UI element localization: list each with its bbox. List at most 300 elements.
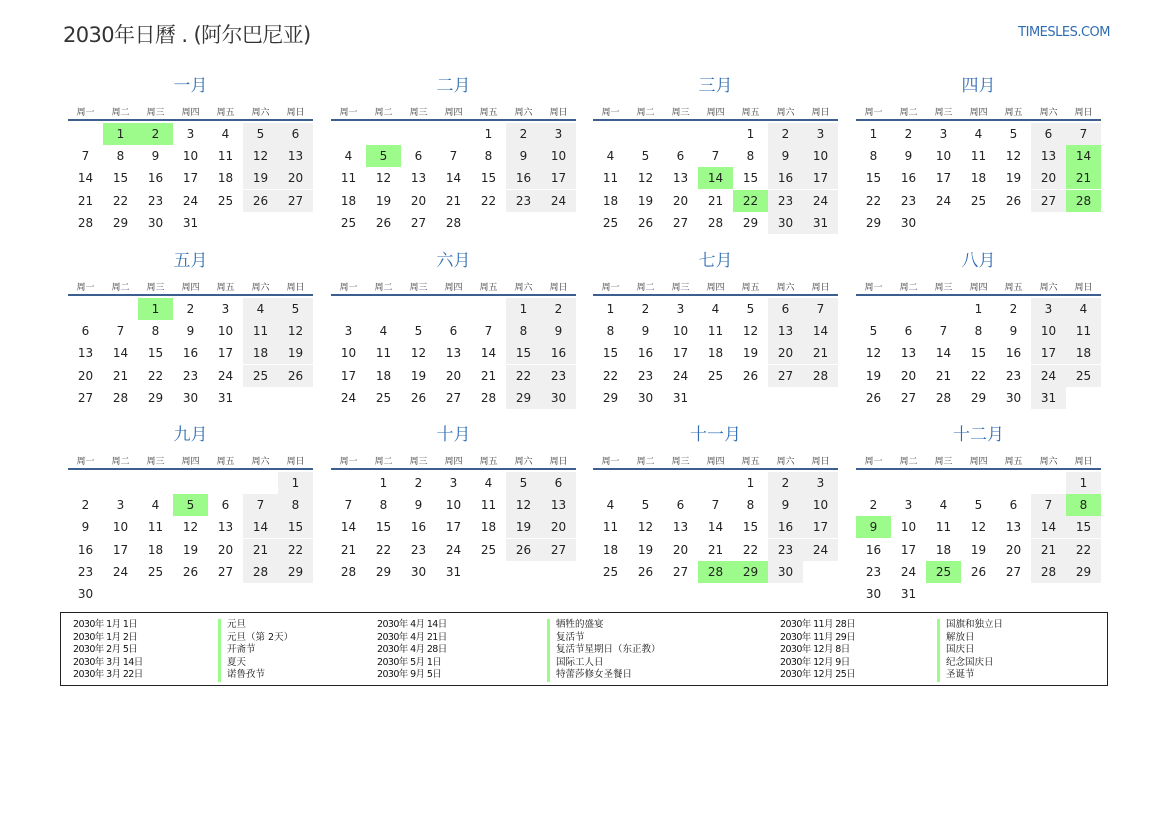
day-cell: 15 — [375, 520, 392, 535]
weekday-label: 周一 — [864, 457, 883, 467]
weekday-label: 周三 — [409, 457, 428, 467]
day-cell: 19 — [182, 542, 199, 557]
day-cell: 1 — [746, 476, 755, 490]
weekday-label: 周五 — [741, 108, 760, 118]
day-cell: 6 — [768, 298, 803, 320]
day-cell: 15 — [742, 171, 759, 186]
day-cell: 20 — [410, 193, 427, 208]
day-cell: 27 — [1005, 564, 1022, 579]
day-cell: 23 — [637, 368, 654, 383]
day-cell: 28 — [480, 390, 497, 405]
day-cell: 10 — [935, 149, 952, 164]
day-cell: 4 — [606, 149, 615, 164]
day-cell: 10 — [900, 520, 917, 535]
day-cell: 21 — [77, 193, 94, 208]
weekday-label: 周六 — [251, 457, 270, 467]
day-cell: 12 — [970, 520, 987, 535]
weekday-label: 周四 — [969, 283, 988, 293]
day-cell: 12 — [243, 145, 278, 167]
day-cell: 22 — [865, 193, 882, 208]
day-cell: 23 — [900, 193, 917, 208]
weekday-label: 周一 — [864, 283, 883, 293]
weekday-label: 周四 — [181, 108, 200, 118]
day-cell: 12 — [506, 494, 541, 516]
day-cell: 22 — [742, 542, 759, 557]
day-cell: 7 — [1066, 123, 1101, 145]
holiday-name: 国庆日 — [937, 644, 1003, 657]
day-cell: 1 — [606, 302, 615, 316]
day-cell: 24 — [803, 539, 838, 561]
day-cell: 14 — [803, 320, 838, 342]
month-name: 十月 — [436, 425, 471, 445]
header-rule — [68, 294, 313, 296]
day-cell: 17 — [541, 167, 576, 189]
day-cell: 21 — [935, 368, 952, 383]
day-cell: 13 — [900, 346, 917, 361]
day-cell: 29 — [865, 215, 882, 230]
day-cell: 26 — [742, 368, 759, 383]
month-name: 三月 — [698, 76, 733, 96]
weekday-label: 周五 — [1004, 283, 1023, 293]
holiday-name: 特蕾莎修女圣餐日 — [547, 669, 661, 682]
day-cell: 12 — [375, 171, 392, 186]
weekday-label: 周二 — [374, 283, 393, 293]
day-cell: 9 — [904, 149, 913, 164]
day-cell: 16 — [77, 542, 94, 557]
month-block — [856, 75, 1101, 245]
day-cell: 24 — [112, 564, 129, 579]
day-cell: 26 — [278, 365, 313, 387]
day-cell: 8 — [379, 498, 388, 513]
day-cell: 17 — [217, 346, 234, 361]
day-cell: 4 — [379, 324, 388, 339]
month-name: 四月 — [961, 76, 996, 96]
holiday-name: 圣诞节 — [937, 669, 1003, 682]
month-block — [331, 250, 576, 420]
day-cell: 20 — [278, 167, 313, 189]
day-cell: 15 — [742, 520, 759, 535]
day-cell: 19 — [970, 542, 987, 557]
day-cell: 30 — [410, 564, 427, 579]
weekday-label: 周四 — [181, 457, 200, 467]
day-cell: 16 — [410, 520, 427, 535]
month-name: 十一月 — [690, 425, 741, 445]
day-cell: 3 — [904, 498, 913, 513]
day-cell: 31 — [445, 564, 462, 579]
day-cell: 4 — [1066, 298, 1101, 320]
day-cell: 17 — [935, 171, 952, 186]
day-cell: 1 — [869, 127, 878, 141]
holiday-day-cell: 9 — [856, 516, 891, 538]
day-cell: 15 — [602, 346, 619, 361]
day-cell: 20 — [768, 342, 803, 364]
holiday-day-cell: 5 — [173, 494, 208, 516]
day-cell: 19 — [410, 368, 427, 383]
day-cell: 14 — [1031, 516, 1066, 538]
weekday-label: 周五 — [216, 457, 235, 467]
day-cell: 7 — [939, 324, 948, 339]
weekday-label: 周四 — [706, 108, 725, 118]
day-cell: 7 — [711, 498, 720, 513]
holiday-name: 元旦 — [218, 619, 293, 632]
day-cell: 11 — [375, 346, 392, 361]
day-cell: 3 — [186, 127, 195, 141]
weekday-label: 周二 — [636, 108, 655, 118]
day-cell: 30 — [637, 390, 654, 405]
day-cell: 17 — [1031, 342, 1066, 364]
day-cell: 11 — [1066, 320, 1101, 342]
month-block — [68, 424, 313, 601]
weekday-label: 周二 — [111, 283, 130, 293]
day-cell: 13 — [278, 145, 313, 167]
day-cell: 16 — [147, 171, 164, 186]
day-cell: 1 — [1066, 472, 1101, 494]
day-cell: 21 — [112, 368, 129, 383]
day-cell: 9 — [768, 145, 803, 167]
day-cell: 25 — [1066, 365, 1101, 387]
legend-dates-column — [73, 619, 143, 682]
day-cell: 16 — [1005, 346, 1022, 361]
day-cell: 9 — [1009, 324, 1018, 339]
day-cell: 24 — [1031, 365, 1066, 387]
weekday-label: 周日 — [549, 283, 568, 293]
holiday-date: 2030年 12月 9日 — [780, 656, 850, 668]
weekday-label: 周五 — [741, 457, 760, 467]
day-cell: 27 — [278, 190, 313, 212]
legend-names-column — [547, 619, 661, 682]
holiday-date: 2030年 12月 8日 — [780, 644, 850, 655]
day-cell: 19 — [278, 342, 313, 364]
holiday-date: 2030年 3月 22日 — [73, 669, 143, 680]
day-cell: 18 — [375, 368, 392, 383]
day-cell: 6 — [278, 123, 313, 145]
weekday-label: 周二 — [899, 457, 918, 467]
day-cell: 25 — [147, 564, 164, 579]
day-cell: 27 — [900, 390, 917, 405]
day-cell: 23 — [541, 365, 576, 387]
day-cell: 22 — [480, 193, 497, 208]
weekday-label: 周日 — [1074, 457, 1093, 467]
day-cell: 2 — [768, 472, 803, 494]
day-cell: 24 — [445, 542, 462, 557]
day-cell: 24 — [217, 368, 234, 383]
day-cell: 12 — [865, 346, 882, 361]
day-cell: 3 — [449, 476, 458, 490]
day-cell: 13 — [672, 171, 689, 186]
day-cell: 2 — [414, 476, 423, 490]
day-cell: 24 — [182, 193, 199, 208]
day-cell: 20 — [445, 368, 462, 383]
day-cell: 28 — [112, 390, 129, 405]
day-cell: 15 — [506, 342, 541, 364]
weekday-label: 周四 — [706, 283, 725, 293]
day-cell: 18 — [147, 542, 164, 557]
header-rule — [856, 468, 1101, 470]
day-cell: 2 — [81, 498, 90, 513]
day-cell: 6 — [414, 149, 423, 164]
holiday-legend — [60, 612, 1108, 686]
day-cell: 7 — [243, 494, 278, 516]
day-cell: 5 — [414, 324, 423, 339]
holiday-name: 国际工人日 — [547, 657, 661, 670]
weekday-label: 周四 — [444, 283, 463, 293]
day-cell: 19 — [742, 346, 759, 361]
holiday-name: 纪念国庆日 — [937, 657, 1003, 670]
day-cell: 4 — [243, 298, 278, 320]
day-cell: 16 — [768, 516, 803, 538]
weekday-label: 周六 — [1039, 283, 1058, 293]
day-cell: 17 — [182, 171, 199, 186]
weekday-label: 周二 — [636, 457, 655, 467]
day-cell: 8 — [278, 494, 313, 516]
weekday-label: 周三 — [146, 283, 165, 293]
weekday-label: 周四 — [706, 457, 725, 467]
day-cell: 7 — [116, 324, 125, 339]
day-cell: 6 — [221, 498, 230, 513]
holiday-day-cell: 1 — [103, 123, 138, 145]
day-cell: 18 — [707, 346, 724, 361]
weekday-label: 周四 — [444, 457, 463, 467]
day-cell: 5 — [869, 324, 878, 339]
day-cell: 26 — [637, 215, 654, 230]
day-cell: 30 — [541, 387, 576, 409]
header-rule — [331, 119, 576, 121]
day-cell: 30 — [768, 561, 803, 583]
weekday-label: 周三 — [409, 108, 428, 118]
weekday-label: 周六 — [776, 108, 795, 118]
day-cell: 16 — [637, 346, 654, 361]
day-cell: 11 — [935, 520, 952, 535]
day-cell: 8 — [746, 498, 755, 513]
day-cell: 1 — [974, 302, 983, 316]
day-cell: 2 — [641, 302, 650, 316]
month-block — [68, 75, 313, 245]
day-cell: 13 — [217, 520, 234, 535]
day-cell: 10 — [672, 324, 689, 339]
weekday-label: 周五 — [216, 108, 235, 118]
day-cell: 17 — [900, 542, 917, 557]
day-cell: 23 — [147, 193, 164, 208]
month-name: 一月 — [173, 76, 208, 96]
day-cell: 3 — [1031, 298, 1066, 320]
day-cell: 3 — [541, 123, 576, 145]
holiday-day-cell: 2 — [138, 123, 173, 145]
legend-names-column — [937, 619, 1003, 682]
weekday-label: 周一 — [864, 108, 883, 118]
day-cell: 1 — [506, 298, 541, 320]
holiday-date: 2030年 3月 14日 — [73, 656, 143, 668]
weekday-label: 周日 — [1074, 108, 1093, 118]
weekday-label: 周一 — [76, 108, 95, 118]
day-cell: 14 — [243, 516, 278, 538]
day-cell: 15 — [970, 346, 987, 361]
day-cell: 26 — [410, 390, 427, 405]
day-cell: 13 — [410, 171, 427, 186]
day-cell: 3 — [344, 324, 353, 339]
day-cell: 8 — [606, 324, 615, 339]
day-cell: 9 — [541, 320, 576, 342]
day-cell: 10 — [445, 498, 462, 513]
day-cell: 1 — [746, 127, 755, 141]
weekday-label: 周三 — [671, 457, 690, 467]
holiday-date: 2030年 2月 5日 — [73, 644, 138, 655]
holiday-day-cell: 22 — [733, 190, 768, 212]
header-rule — [68, 119, 313, 121]
day-cell: 26 — [243, 190, 278, 212]
day-cell: 30 — [900, 215, 917, 230]
day-cell: 25 — [340, 215, 357, 230]
weekday-label: 周二 — [111, 457, 130, 467]
day-cell: 27 — [768, 365, 803, 387]
weekday-label: 周日 — [549, 108, 568, 118]
day-cell: 15 — [480, 171, 497, 186]
day-cell: 10 — [803, 145, 838, 167]
day-cell: 23 — [506, 190, 541, 212]
day-cell: 11 — [480, 498, 497, 513]
day-cell: 25 — [480, 542, 497, 557]
day-cell: 30 — [865, 587, 882, 601]
day-cell: 22 — [970, 368, 987, 383]
weekday-label: 周一 — [339, 108, 358, 118]
day-cell: 28 — [340, 564, 357, 579]
weekday-label: 周六 — [514, 108, 533, 118]
weekday-label: 周日 — [286, 283, 305, 293]
holiday-date: 2030年 4月 14日 — [377, 619, 447, 630]
day-cell: 8 — [484, 149, 493, 164]
holiday-day-cell: 1 — [138, 298, 173, 320]
day-cell: 19 — [637, 542, 654, 557]
day-cell: 12 — [637, 520, 654, 535]
month-name: 六月 — [436, 251, 471, 271]
site-link[interactable]: TIMESLES.COM — [1018, 25, 1110, 40]
day-cell: 29 — [970, 390, 987, 405]
holiday-name: 解放日 — [937, 632, 1003, 645]
day-cell: 25 — [970, 193, 987, 208]
day-cell: 26 — [506, 539, 541, 561]
day-cell: 6 — [1031, 123, 1066, 145]
holiday-name: 国旗和独立日 — [937, 619, 1003, 632]
day-cell: 5 — [974, 498, 983, 513]
day-cell: 17 — [340, 368, 357, 383]
day-cell: 27 — [217, 564, 234, 579]
day-cell: 14 — [445, 171, 462, 186]
day-cell: 31 — [217, 390, 234, 405]
day-cell: 7 — [449, 149, 458, 164]
holiday-name: 诺鲁孜节 — [218, 669, 293, 682]
day-cell: 24 — [900, 564, 917, 579]
weekday-label: 周日 — [811, 108, 830, 118]
day-cell: 1 — [379, 476, 388, 490]
holiday-date: 2030年 4月 28日 — [377, 644, 447, 655]
holiday-day-cell: 14 — [1066, 145, 1101, 167]
weekday-label: 周五 — [1004, 457, 1023, 467]
day-cell: 21 — [707, 193, 724, 208]
day-cell: 19 — [506, 516, 541, 538]
day-cell: 22 — [1066, 539, 1101, 561]
day-cell: 24 — [803, 190, 838, 212]
holiday-date: 2030年 1月 2日 — [73, 631, 138, 643]
day-cell: 20 — [217, 542, 234, 557]
day-cell: 18 — [602, 542, 619, 557]
day-cell: 29 — [375, 564, 392, 579]
day-cell: 20 — [1005, 542, 1022, 557]
day-cell: 30 — [1005, 390, 1022, 405]
day-cell: 11 — [147, 520, 164, 535]
day-cell: 26 — [182, 564, 199, 579]
day-cell: 23 — [768, 539, 803, 561]
day-cell: 2 — [506, 123, 541, 145]
month-name: 五月 — [173, 251, 208, 271]
day-cell: 1 — [484, 127, 493, 141]
day-cell: 16 — [865, 542, 882, 557]
month-block — [68, 250, 313, 420]
header-rule — [856, 294, 1101, 296]
day-cell: 6 — [81, 324, 90, 339]
weekday-label: 周五 — [479, 457, 498, 467]
day-cell: 10 — [182, 149, 199, 164]
day-cell: 22 — [375, 542, 392, 557]
day-cell: 20 — [77, 368, 94, 383]
holiday-date: 2030年 11月 29日 — [780, 631, 856, 643]
weekday-label: 周一 — [76, 283, 95, 293]
day-cell: 2 — [541, 298, 576, 320]
day-cell: 11 — [217, 149, 234, 164]
month-block — [856, 424, 1101, 601]
day-cell: 24 — [935, 193, 952, 208]
day-cell: 4 — [344, 149, 353, 164]
header-rule — [593, 294, 838, 296]
day-cell: 31 — [900, 587, 917, 601]
day-cell: 29 — [506, 387, 541, 409]
weekday-label: 周三 — [934, 457, 953, 467]
day-cell: 29 — [1066, 561, 1101, 583]
weekday-label: 周五 — [1004, 108, 1023, 118]
day-cell: 19 — [1005, 171, 1022, 186]
day-cell: 17 — [672, 346, 689, 361]
weekday-label: 周二 — [899, 283, 918, 293]
weekday-label: 周一 — [339, 457, 358, 467]
month-block — [593, 424, 838, 594]
page-title: 2030年日曆 . (阿尔巴尼亚) — [63, 23, 311, 47]
holiday-day-cell: 14 — [698, 167, 733, 189]
day-cell: 12 — [278, 320, 313, 342]
day-cell: 9 — [81, 520, 90, 535]
day-cell: 7 — [344, 498, 353, 513]
day-cell: 20 — [1031, 167, 1066, 189]
day-cell: 19 — [375, 193, 392, 208]
day-cell: 8 — [746, 149, 755, 164]
day-cell: 6 — [449, 324, 458, 339]
day-cell: 21 — [243, 539, 278, 561]
day-cell: 20 — [541, 516, 576, 538]
day-cell: 15 — [147, 346, 164, 361]
day-cell: 4 — [939, 498, 948, 513]
header-rule — [593, 468, 838, 470]
day-cell: 16 — [541, 342, 576, 364]
day-cell: 4 — [711, 302, 720, 316]
day-cell: 10 — [217, 324, 234, 339]
day-cell: 3 — [116, 498, 125, 513]
day-cell: 20 — [672, 542, 689, 557]
holiday-name: 复活节星期日（东正教） — [547, 644, 661, 657]
day-cell: 26 — [1005, 193, 1022, 208]
day-cell: 23 — [1005, 368, 1022, 383]
weekday-label: 周一 — [339, 283, 358, 293]
weekday-label: 周一 — [76, 457, 95, 467]
weekday-label: 周二 — [636, 283, 655, 293]
day-cell: 19 — [243, 167, 278, 189]
holiday-date: 2030年 9月 5日 — [377, 669, 442, 680]
